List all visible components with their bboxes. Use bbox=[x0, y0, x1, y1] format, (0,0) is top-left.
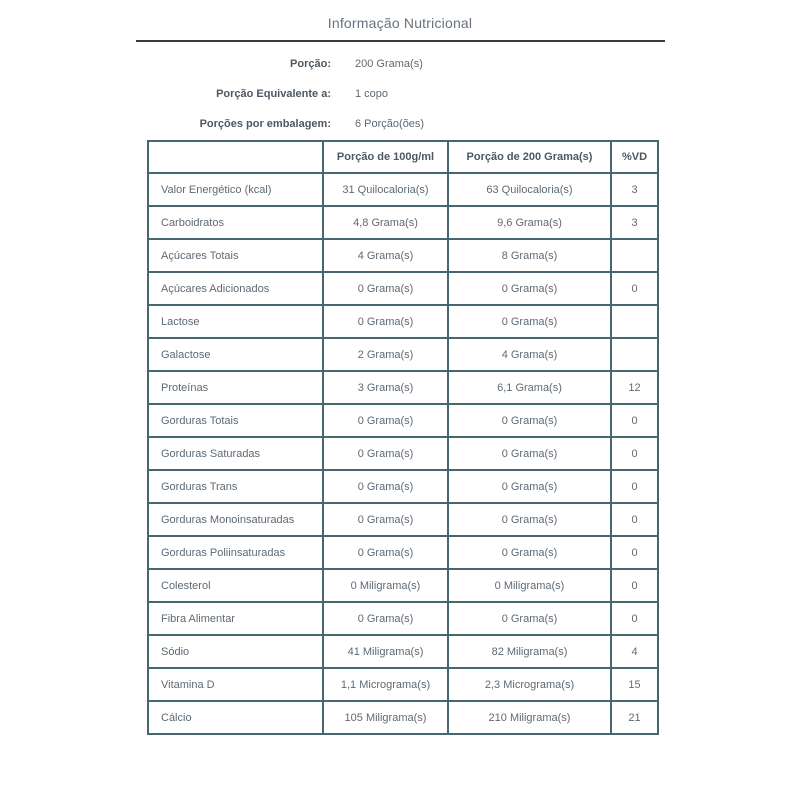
info-value: 1 copo bbox=[355, 88, 389, 100]
value-cell: 0 Miligrama(s) bbox=[448, 569, 611, 602]
value-cell: 1,1 Micrograma(s) bbox=[323, 668, 448, 701]
vd-cell: 0 bbox=[611, 602, 658, 635]
nutrient-label-cell: Valor Energético (kcal) bbox=[148, 173, 323, 206]
table-row bbox=[148, 536, 658, 569]
table-row bbox=[148, 437, 658, 470]
table-header-row bbox=[148, 141, 658, 173]
column-header: Porção de 200 Grama(s) bbox=[448, 141, 611, 173]
vd-cell: 0 bbox=[611, 536, 658, 569]
nutrient-label-cell: Carboidratos bbox=[148, 206, 323, 239]
nutrient-label-cell: Gorduras Monoinsaturadas bbox=[148, 503, 323, 536]
value-cell: 0 Grama(s) bbox=[323, 470, 448, 503]
value-cell: 9,6 Grama(s) bbox=[448, 206, 611, 239]
value-cell: 31 Quilocaloria(s) bbox=[323, 173, 448, 206]
table-row bbox=[148, 338, 658, 371]
vd-cell bbox=[611, 239, 658, 272]
value-cell: 0 Grama(s) bbox=[323, 602, 448, 635]
nutrient-label-cell: Açúcares Adicionados bbox=[148, 272, 323, 305]
table-row bbox=[148, 569, 658, 602]
table-row bbox=[148, 701, 658, 734]
table-row bbox=[148, 239, 658, 272]
value-cell: 0 Grama(s) bbox=[323, 437, 448, 470]
nutrient-label-cell: Lactose bbox=[148, 305, 323, 338]
value-cell: 0 Grama(s) bbox=[323, 272, 448, 305]
title-divider bbox=[136, 40, 665, 42]
table-row bbox=[148, 272, 658, 305]
nutrient-label-cell: Cálcio bbox=[148, 701, 323, 734]
nutrition-table bbox=[147, 140, 659, 735]
info-value: 200 Grama(s) bbox=[355, 58, 423, 70]
value-cell: 0 Grama(s) bbox=[448, 437, 611, 470]
nutrient-label-cell: Açúcares Totais bbox=[148, 239, 323, 272]
vd-cell: 0 bbox=[611, 503, 658, 536]
column-header: Porção de 100g/ml bbox=[323, 141, 448, 173]
page-title: Informação Nutricional bbox=[327, 15, 473, 31]
vd-cell: 15 bbox=[611, 668, 658, 701]
nutrient-label-cell: Gorduras Saturadas bbox=[148, 437, 323, 470]
table-row bbox=[148, 305, 658, 338]
nutrient-label-cell: Proteínas bbox=[148, 371, 323, 404]
table-row bbox=[148, 404, 658, 437]
value-cell: 0 Grama(s) bbox=[323, 503, 448, 536]
value-cell: 4,8 Grama(s) bbox=[323, 206, 448, 239]
table-row bbox=[148, 173, 658, 206]
info-row-portions-per-package bbox=[0, 109, 800, 139]
vd-cell: 12 bbox=[611, 371, 658, 404]
value-cell: 3 Grama(s) bbox=[323, 371, 448, 404]
nutrient-label-cell: Galactose bbox=[148, 338, 323, 371]
table-row bbox=[148, 602, 658, 635]
value-cell: 63 Quilocaloria(s) bbox=[448, 173, 611, 206]
table-row bbox=[148, 503, 658, 536]
value-cell: 0 Grama(s) bbox=[448, 470, 611, 503]
table-head bbox=[148, 141, 658, 173]
vd-cell: 4 bbox=[611, 635, 658, 668]
value-cell: 4 Grama(s) bbox=[323, 239, 448, 272]
value-cell: 0 Grama(s) bbox=[448, 404, 611, 437]
value-cell: 41 Miligrama(s) bbox=[323, 635, 448, 668]
nutrient-label-cell: Gorduras Poliinsaturadas bbox=[148, 536, 323, 569]
table-row bbox=[148, 206, 658, 239]
value-cell: 0 Grama(s) bbox=[448, 602, 611, 635]
value-cell: 8 Grama(s) bbox=[448, 239, 611, 272]
info-label: Porções por embalagem: bbox=[199, 118, 331, 130]
value-cell: 0 Grama(s) bbox=[323, 536, 448, 569]
vd-cell bbox=[611, 338, 658, 371]
value-cell: 2,3 Micrograma(s) bbox=[448, 668, 611, 701]
vd-cell: 0 bbox=[611, 272, 658, 305]
vd-cell: 3 bbox=[611, 173, 658, 206]
nutrient-label-cell: Colesterol bbox=[148, 569, 323, 602]
info-label: Porção: bbox=[290, 58, 331, 70]
info-row-portion bbox=[0, 49, 800, 79]
vd-cell: 0 bbox=[611, 437, 658, 470]
vd-cell: 0 bbox=[611, 404, 658, 437]
nutrient-label-cell: Gorduras Totais bbox=[148, 404, 323, 437]
vd-cell: 0 bbox=[611, 569, 658, 602]
value-cell: 0 Grama(s) bbox=[448, 305, 611, 338]
empty-header-cell bbox=[148, 141, 323, 173]
value-cell: 2 Grama(s) bbox=[323, 338, 448, 371]
value-cell: 82 Miligrama(s) bbox=[448, 635, 611, 668]
value-cell: 6,1 Grama(s) bbox=[448, 371, 611, 404]
nutrient-label-cell: Vitamina D bbox=[148, 668, 323, 701]
serving-info-section bbox=[0, 49, 800, 139]
table-row bbox=[148, 668, 658, 701]
info-value: 6 Porção(ões) bbox=[355, 118, 425, 130]
info-row-portion-equivalent bbox=[0, 79, 800, 109]
value-cell: 0 Grama(s) bbox=[448, 536, 611, 569]
value-cell: 0 Grama(s) bbox=[448, 503, 611, 536]
vd-cell: 0 bbox=[611, 470, 658, 503]
vd-cell: 3 bbox=[611, 206, 658, 239]
nutrient-label-cell: Fibra Alimentar bbox=[148, 602, 323, 635]
vd-cell bbox=[611, 305, 658, 338]
value-cell: 0 Grama(s) bbox=[323, 404, 448, 437]
column-header: %VD bbox=[611, 141, 658, 173]
value-cell: 105 Miligrama(s) bbox=[323, 701, 448, 734]
nutrient-label-cell: Gorduras Trans bbox=[148, 470, 323, 503]
table-row bbox=[148, 371, 658, 404]
nutrient-label-cell: Sódio bbox=[148, 635, 323, 668]
vd-cell: 21 bbox=[611, 701, 658, 734]
value-cell: 0 Grama(s) bbox=[323, 305, 448, 338]
value-cell: 0 Grama(s) bbox=[448, 272, 611, 305]
value-cell: 4 Grama(s) bbox=[448, 338, 611, 371]
info-label: Porção Equivalente a: bbox=[216, 88, 331, 100]
table-row bbox=[148, 470, 658, 503]
table-row bbox=[148, 635, 658, 668]
value-cell: 210 Miligrama(s) bbox=[448, 701, 611, 734]
table-body bbox=[148, 173, 658, 734]
value-cell: 0 Miligrama(s) bbox=[323, 569, 448, 602]
